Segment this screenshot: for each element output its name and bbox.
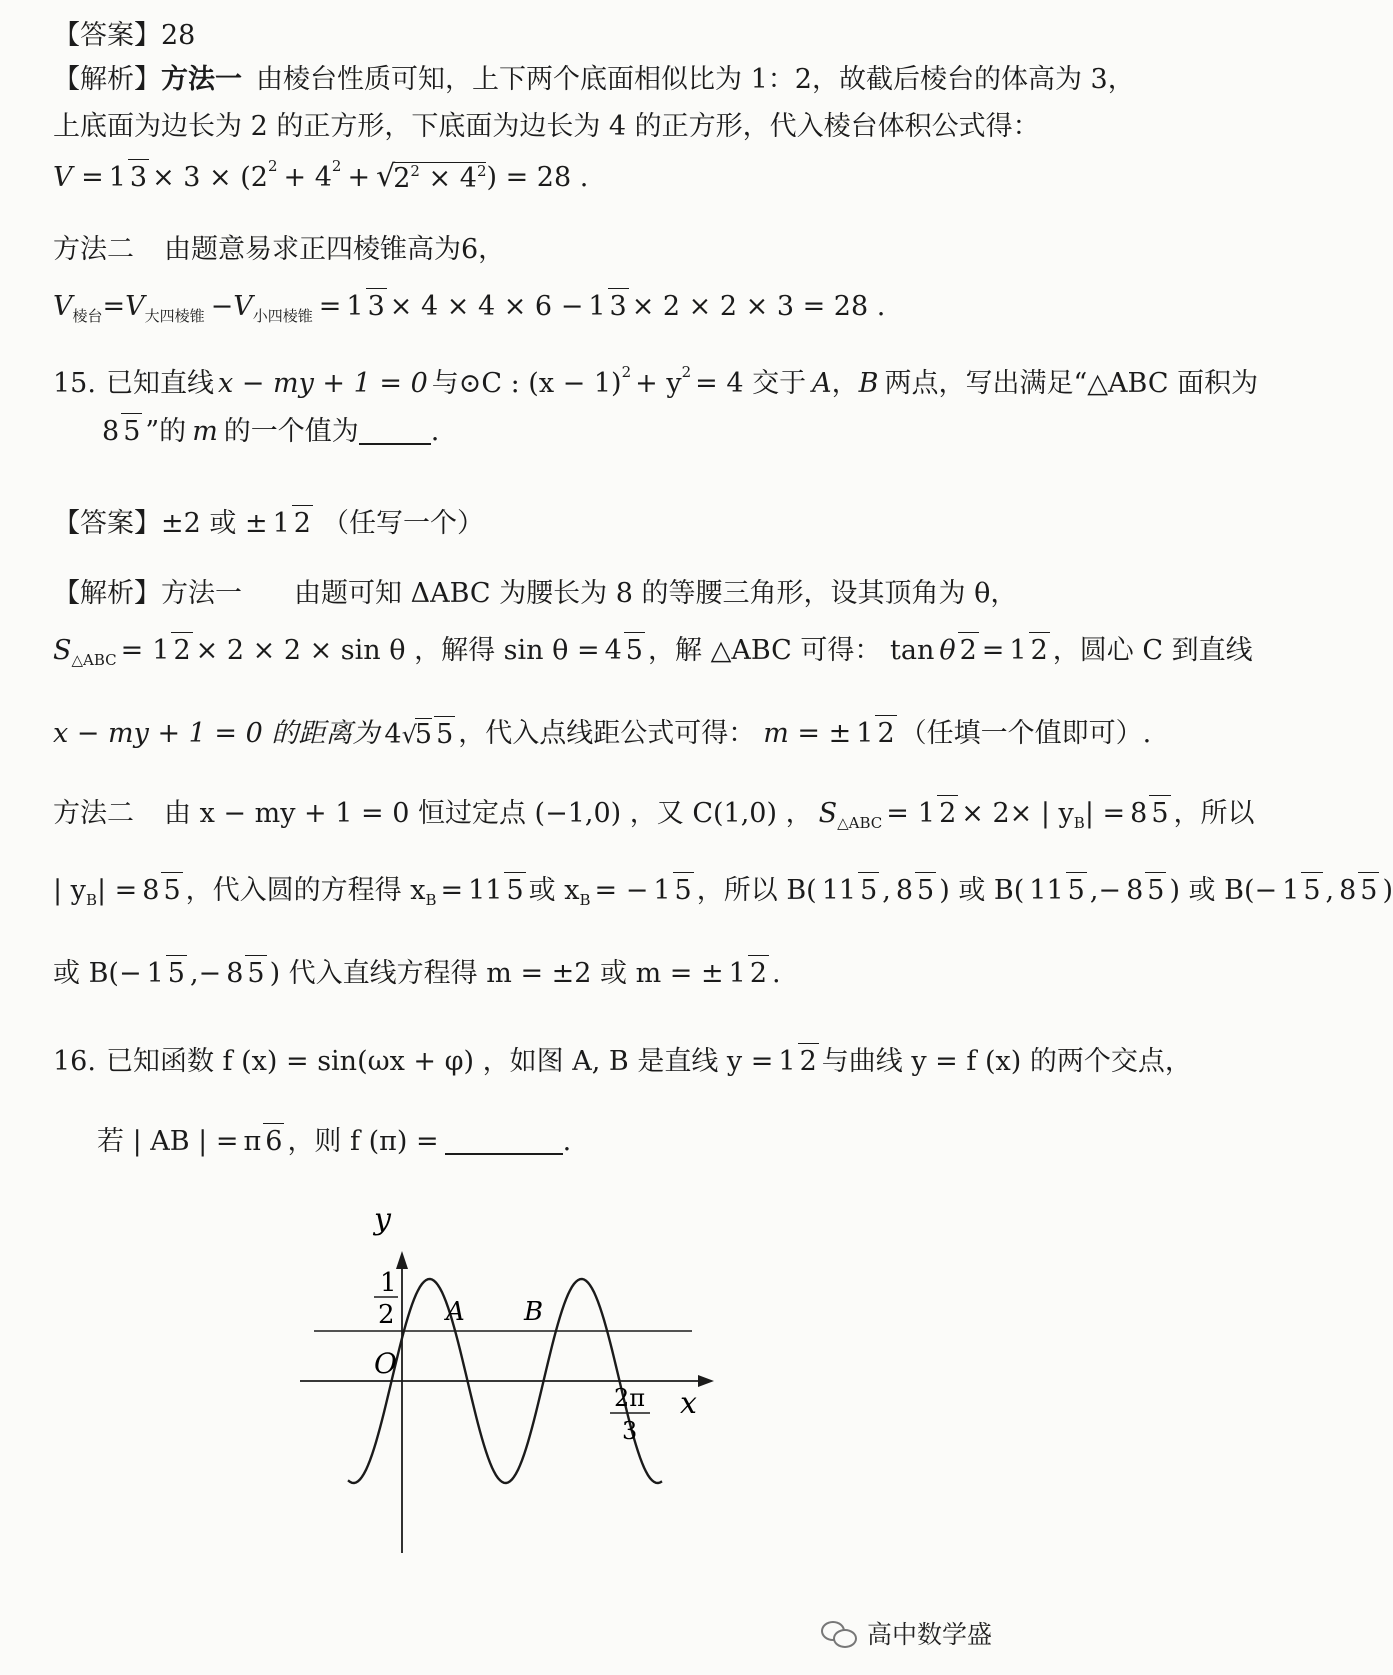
fraction: 4 5 xyxy=(603,637,645,664)
fraction-one-third: 1 3 xyxy=(107,164,149,191)
fraction xyxy=(937,637,978,664)
text: ) 或 B(− xyxy=(1169,875,1278,906)
subscript: B xyxy=(85,891,97,909)
text: ) 代入直线方程得 m = ±2 或 m = ± xyxy=(269,958,724,989)
text: ，则 f (π) = xyxy=(287,1126,439,1157)
formula-part: × 2× | y xyxy=(961,798,1074,829)
text: （任填一个值即可）. xyxy=(899,717,1152,749)
text: 两点，写出满足“△ABC 面积为 xyxy=(884,368,1259,399)
analysis14-line2 xyxy=(53,113,1040,140)
wechat-icon xyxy=(821,1619,857,1647)
text: 由题意易求正四棱锥高为6， xyxy=(164,234,506,265)
text: （任写一个） xyxy=(321,508,484,539)
fraction: 11 5 xyxy=(820,877,880,904)
formula-part: ) = 28 . xyxy=(486,161,589,193)
question-16-line1 xyxy=(53,1048,1192,1075)
text: 由棱台性质可知，上下两个底面相似比为 1：2，故截后棱台的体高为 3， xyxy=(256,64,1135,95)
text: ，代入圆的方程得 x xyxy=(185,875,426,906)
question-15-line2 xyxy=(97,418,439,445)
analysis15-line1 xyxy=(53,580,1017,607)
point-label: A xyxy=(812,368,832,399)
y-axis-arrow xyxy=(396,1251,408,1269)
formula-part: V xyxy=(53,291,73,322)
text: ,− xyxy=(1089,875,1122,906)
fraction-half: 1 2 xyxy=(1007,637,1049,664)
point-a-label: A xyxy=(446,1297,465,1327)
text: x − my + 1 = 0 的距离为 xyxy=(53,717,380,749)
text: ”的 xyxy=(145,416,187,447)
formula-part: | = xyxy=(96,875,138,906)
subscript: 大四棱锥 xyxy=(144,307,205,325)
sqrt-expression: $2^2 \times 4^2$ xyxy=(393,162,487,194)
method-label: 方法一 xyxy=(161,64,242,95)
y-label: y xyxy=(374,1202,391,1237)
fraction-half: 1 2 xyxy=(727,960,769,987)
formula-part: × 2 × 2 × sin θ ，解得 sin θ = xyxy=(195,635,600,666)
subscript: 棱台 xyxy=(72,307,103,325)
answer15 xyxy=(53,510,484,537)
text: ) xyxy=(1382,875,1393,906)
answer14 xyxy=(53,22,195,49)
fraction: 1 5 xyxy=(651,877,693,904)
text: 的一个值为 xyxy=(223,416,359,447)
text: . xyxy=(430,416,440,447)
text: = 4 交于 xyxy=(695,368,807,399)
subscript: △ABC xyxy=(837,814,883,832)
text: ，所以 B( xyxy=(696,875,817,906)
formula-part: + xyxy=(347,161,371,193)
text: ，代入点线距公式可得： xyxy=(458,717,756,749)
numerator: θ xyxy=(939,635,956,666)
formula-part: = xyxy=(981,635,1005,666)
coef: 4 xyxy=(384,719,402,750)
tick-denominator: 3 xyxy=(622,1417,638,1445)
formula-part: = − xyxy=(594,875,649,906)
subscript: △ABC xyxy=(71,651,117,669)
text: 由题可知 ΔABC 为腰长为 8 的等腰三角形，设其顶角为 θ， xyxy=(294,578,1018,609)
watermark-text: 高中数学盛 xyxy=(866,1620,992,1649)
answer-value: 28 xyxy=(161,20,196,51)
fraction-one-third: 1 3 xyxy=(586,293,628,320)
point-label: B xyxy=(858,368,879,399)
analysis14-line1 xyxy=(53,66,1135,93)
denominator: 2 xyxy=(292,505,313,539)
fraction: 1 5 xyxy=(1280,877,1322,904)
text: 由 x − my + 1 = 0 恒过定点 (−1,0) ，又 C(1,0) ， xyxy=(164,798,813,829)
text: 或 B(− xyxy=(53,958,142,989)
fraction: 1 5 xyxy=(145,960,187,987)
denominator: 2 xyxy=(958,632,979,666)
text: . xyxy=(772,958,781,989)
origin-label: O xyxy=(374,1347,397,1380)
method-label: 方法二 xyxy=(53,234,134,265)
half-denominator: 2 xyxy=(378,1300,395,1330)
text: 与曲线 y = f (x) 的两个交点， xyxy=(821,1046,1192,1077)
point-b-label: B xyxy=(524,1297,544,1327)
analysis15-line2 xyxy=(53,635,1253,669)
formula-part: | y xyxy=(53,875,86,906)
text: 已知直线 xyxy=(105,368,214,399)
text: ,− xyxy=(189,958,222,989)
formula-part: = xyxy=(318,291,342,322)
denominator: 5 xyxy=(121,413,142,447)
sine-graph xyxy=(310,1202,730,1563)
numerator: 8 xyxy=(102,416,120,447)
answer-label: 【答案】 xyxy=(53,20,161,51)
subscript: B xyxy=(425,891,437,909)
subscript: B xyxy=(579,891,591,909)
formula-part: 2 xyxy=(393,163,411,194)
numerator: 1 xyxy=(272,508,290,539)
analysis15-line3 xyxy=(53,718,1151,748)
text: ) 或 B( xyxy=(939,875,1025,906)
text: . xyxy=(562,1126,572,1157)
subscript: 小四棱锥 xyxy=(252,307,313,325)
fraction: 8 5 xyxy=(140,877,182,904)
watermark xyxy=(821,1615,992,1651)
formula-part: m = ± xyxy=(763,717,852,749)
tick-numerator: 2π xyxy=(614,1384,646,1412)
variable: m xyxy=(192,416,218,447)
fraction: 8 5 xyxy=(1128,800,1170,827)
question-16-line2 xyxy=(97,1128,571,1155)
fraction-one-third: 1 3 xyxy=(344,293,386,320)
formula-part: x − my + 1 = 0 xyxy=(217,368,428,399)
fraction: 11 5 xyxy=(466,877,526,904)
fraction: 8 5 xyxy=(1124,877,1166,904)
formula-part: × 2 × 2 × 3 = 28 . xyxy=(631,291,886,322)
formula-part: × 4 xyxy=(428,163,477,194)
denominator: 6 xyxy=(263,1123,284,1157)
fraction: 8 5 xyxy=(1337,877,1379,904)
numerator: π xyxy=(243,1126,262,1157)
text: 或 x xyxy=(528,875,580,906)
text: 若 | AB | = xyxy=(97,1126,239,1157)
fraction-half: 1 2 xyxy=(854,720,896,747)
text: 已知函数 f (x) = sin(ωx + φ) ，如图 A, B 是直线 y = xyxy=(105,1046,774,1077)
formula-part: | = xyxy=(1084,798,1126,829)
subscript: B xyxy=(1073,814,1085,832)
fraction: 8 5 xyxy=(224,960,266,987)
analysis15-line4 xyxy=(53,798,1255,832)
method-label: 方法二 xyxy=(53,798,134,829)
text: + y xyxy=(635,368,682,399)
formula-volume: V = 1 3 × 3 × (2 2 + 4 2 + √ $2^2 \times 4^2$ ) = 28 . xyxy=(53,156,589,194)
question-number: 16. xyxy=(53,1046,96,1077)
fraction-root5: 4√5 5 xyxy=(382,718,455,748)
half-numerator: 1 xyxy=(380,1268,397,1298)
x-label: x xyxy=(680,1386,697,1421)
text: ， xyxy=(831,368,859,399)
method-label: 方法一 xyxy=(161,578,242,609)
fraction: 11 5 xyxy=(1027,877,1087,904)
text: ，圆心 C 到直线 xyxy=(1052,635,1253,666)
formula-part: + 4 xyxy=(283,161,332,193)
formula-part: S xyxy=(818,798,838,829)
formula-part: = xyxy=(886,798,909,829)
fraction xyxy=(242,1128,285,1155)
text: ，解 △ABC 可得： tan xyxy=(647,635,935,666)
x-axis-arrow xyxy=(698,1375,714,1387)
method2-line xyxy=(53,236,505,263)
formula-part: = xyxy=(120,635,144,666)
answer-blank[interactable] xyxy=(359,419,431,445)
question-15-line1: 15. 已知直线 x − my + 1 = 0 与⊙C : (x − 1) 2 + y 2 = 4 交于 A ， B 两点，写出满足“△ABC 面积为 xyxy=(53,363,1259,399)
text: 上底面为边长为 2 的正方形，下底面为边长为 4 的正方形，代入棱台体积公式得： xyxy=(53,111,1040,142)
answer-blank[interactable] xyxy=(445,1129,563,1155)
fraction-half: 1 2 xyxy=(916,800,958,827)
answer-value: ±2 或 ± xyxy=(161,508,268,539)
analysis-label: 【解析】 xyxy=(53,64,161,95)
text: ，所以 xyxy=(1173,798,1255,829)
answer-label: 【答案】 xyxy=(53,508,161,539)
fraction: 8 5 xyxy=(894,877,936,904)
text: 与⊙C : (x − 1) xyxy=(431,368,622,399)
formula-part: = xyxy=(440,875,464,906)
fraction xyxy=(271,510,313,537)
fraction-half: 1 2 xyxy=(776,1048,818,1075)
analysis15-line5: | y B | = 8 5 ，代入圆的方程得 x B = 11 5 或 x B = − 1 5 ，所以 B( 11 5 , 8 5 ) 或 B( 11 5 ,− 8 5 ) 或 B(− 1 5 , 8 5 ) xyxy=(53,877,1393,904)
analysis-label: 【解析】 xyxy=(53,578,161,609)
formula-part: S xyxy=(53,635,72,666)
analysis15-line6 xyxy=(53,960,781,987)
formula-part: −V xyxy=(210,291,253,322)
radicand: 5 xyxy=(414,719,433,750)
fraction-half: 1 2 xyxy=(150,637,192,664)
fraction xyxy=(100,418,142,445)
formula-volume-2 xyxy=(53,291,886,325)
formula-part: V = xyxy=(53,161,104,193)
formula-part: × 3 × (2 xyxy=(152,161,268,193)
question-number: 15. xyxy=(53,368,96,399)
formula-part: =V xyxy=(102,291,145,322)
formula-part: × 4 × 4 × 6 − xyxy=(389,291,584,322)
